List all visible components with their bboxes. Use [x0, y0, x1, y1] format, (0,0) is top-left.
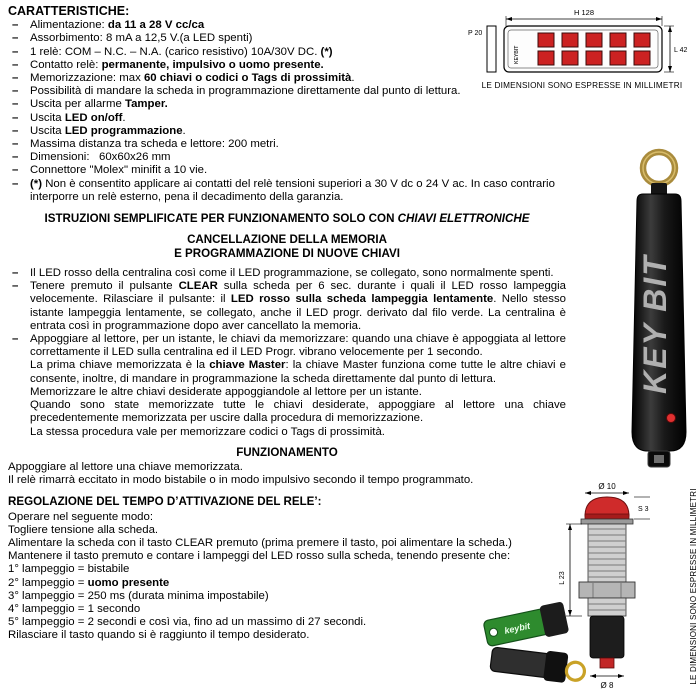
feature-text: Massima distanza tra scheda e lettore: 200 metri. — [30, 138, 279, 151]
page-title: CARATTERISTICHE: — [8, 4, 130, 18]
funzionamento-line: Appoggiare al lettore una chiave memorizzata. — [8, 460, 243, 473]
dimension-h-label: H 128 — [573, 8, 595, 17]
keybit-key-photo — [618, 146, 700, 485]
bullet-dash: – — [12, 111, 19, 124]
funzionamento-line: Il relè rimarrà eccitato in modo bistabile o in modo impulsivo secondo il tempo programmato. — [8, 474, 474, 487]
green-key-fob — [482, 601, 569, 649]
feature-text: Assorbimento: 8 mA a 12,5 V.(a LED spenti) — [30, 32, 253, 45]
regolazione-line: Mantenere il tasto premuto e contare i lampeggi del LED rosso sulla scheda, tenendo presente che: — [8, 550, 511, 563]
remote-brand-label: KEYBIT — [514, 45, 520, 64]
instruction-text: Appoggiare al lettore, per un istante, le chiavi da memorizzare: quando una chiave è appoggiata al lettore correttamente il LED sulla centralina ed il LED Progr. vibrano velocemente per 1 secondo. — [30, 333, 566, 359]
instructions-title: ISTRUZIONI SEMPLIFICATE PER FUNZIONAMENTO SOLO CON CHIAVI ELETTRONICHE — [44, 212, 530, 226]
feature-item — [8, 138, 566, 151]
remote-technical-drawing — [466, 6, 696, 82]
regolazione-line: Operare nel seguente modo: — [8, 510, 154, 523]
instruction-bullet — [8, 280, 566, 333]
keybit-key-svg — [618, 146, 700, 481]
memory-subheading-line2: E PROGRAMMAZIONE DI NUOVE CHIAVI — [174, 246, 400, 260]
bullet-dash: – — [12, 267, 19, 280]
feature-text: Uscita LED programmazione. — [30, 124, 186, 137]
instruction-bullet — [8, 267, 566, 280]
feature-text: 1 relè: COM – N.C. – N.A. (carico resistivo) 10A/30V DC. (*) — [30, 45, 333, 58]
feature-text: (*) Non è consentito applicare ai contatti del relè tensioni superiori a 30 V dc o 24 V ac. In caso contrario interporre un relè esterno, pena il decadimento della garanzia. — [30, 177, 555, 203]
key-fobs-svg — [473, 596, 591, 692]
memory-subheading-line1: CANCELLAZIONE DELLA MEMORIA — [187, 233, 387, 247]
feature-text: Connettore "Molex" minifit a 10 vie. — [30, 164, 208, 177]
instruction-paragraph: Quando sono state memorizzate tutte le chiavi desiderate, appoggiare al lettore una chiave precedentemente memorizzata per uscire dalla procedura di memorizzazione. — [30, 399, 566, 425]
instruction-paragraph: La stessa procedura vale per memorizzare codici o Tags di prossimità. — [30, 425, 385, 438]
regolazione-line: 2° lampeggio = uomo presente — [8, 576, 170, 589]
keyring-icon — [565, 661, 585, 681]
regolazione-line: Togliere tensione alla scheda. — [8, 523, 159, 536]
instruction-paragraph: La prima chiave memorizzata è la chiave Master: la chiave Master funziona come tutte le altre chiavi e consente, inoltre, di mandare in programmazione la scheda direttamente dal punto di lettura. — [30, 359, 567, 385]
instruction-text: Il LED rosso della centralina così come il LED programmazione, se collegato, sono normalmente spenti. — [30, 267, 554, 280]
feature-text: Uscita LED on/off. — [30, 111, 126, 124]
key-fobs-photo — [473, 596, 591, 694]
regolazione-line: Alimentare la scheda con il tasto CLEAR premuto (prima premere il tasto, poi alimentare la scheda.) — [8, 536, 512, 549]
feature-item — [8, 164, 566, 177]
keybit-brand-label: KEY BIT — [637, 254, 673, 394]
feature-text: Possibilità di mandare la scheda in programmazione direttamente dal punto di lettura. — [30, 85, 461, 98]
bullet-dash: – — [12, 85, 19, 98]
feature-item — [8, 151, 566, 164]
regolazione-line: Rilasciare il tasto quando si è raggiunto il tempo desiderato. — [8, 629, 310, 642]
memory-instructions — [8, 267, 566, 439]
feature-item — [8, 178, 566, 204]
feature-text: Alimentazione: da 11 a 28 V cc/ca — [30, 19, 205, 32]
dark-key-fob — [489, 644, 586, 685]
dimensions-note: LE DIMENSIONI SONO ESPRESSE IN MILLIMETRI — [481, 81, 683, 90]
bullet-dash: – — [12, 19, 19, 32]
bullet-dash: – — [12, 151, 19, 164]
bullet-dash: – — [12, 164, 19, 177]
feature-text: Uscita per allarme Tamper. — [30, 98, 168, 111]
dimension-s-label: S 3 — [638, 506, 649, 513]
dimensions-note-vertical: LE DIMENSIONI SONO ESPRESSE IN MILLIMETRI — [689, 488, 698, 685]
regolazione-line: 5° lampeggio = 2 secondi e così via, fino ad un massimo di 27 secondi. — [8, 616, 367, 629]
instruction-bullet — [8, 333, 566, 359]
regolazione-line: 3° lampeggio = 250 ms (durata minima impostabile) — [8, 589, 269, 602]
bullet-dash: – — [12, 45, 19, 58]
feature-text: Dimensioni: 60x60x26 mm — [30, 151, 171, 164]
regolazione-line: 1° lampeggio = bistabile — [8, 563, 130, 576]
remote-drawing-svg — [466, 6, 696, 78]
instruction-text: Tenere premuto il pulsante CLEAR sulla scheda per 6 sec. durante i quali il LED rosso lampeggia velocemente. Rilasciare il pulsante: il LED rosso sulla scheda lampeggia lentamente. Nello stesso istante lampeggia lentamente, se collegato, anche il LED progr. derivato dal filo verde. La centralina è entrata così in programmazione dopo aver cancellato la memoria. — [30, 280, 566, 332]
feature-item — [8, 125, 566, 138]
red-led-icon — [667, 414, 676, 423]
bullet-dash: – — [12, 32, 19, 45]
bullet-dash: – — [12, 138, 19, 151]
bullet-dash: – — [12, 280, 19, 293]
dimension-p-label: P 20 — [468, 30, 483, 37]
feature-text: Memorizzazione: max 60 chiavi o codici o Tags di prossimità. — [30, 72, 355, 85]
feature-item — [8, 98, 566, 111]
text-column — [8, 5, 566, 643]
dimension-diameter-bottom-label: Ø 8 — [600, 681, 614, 690]
bullet-dash: – — [12, 98, 19, 111]
feature-text: Contatto relè: permanente, impulsivo o uomo presente. — [30, 58, 324, 71]
bullet-dash: – — [12, 333, 19, 346]
regolazione-title: REGOLAZIONE DEL TEMPO D’ATTIVAZIONE DEL RELE’: — [8, 495, 322, 509]
bullet-dash: – — [12, 58, 19, 71]
memory-subheading — [8, 233, 566, 260]
feature-item — [8, 112, 566, 125]
bullet-dash: – — [12, 177, 19, 190]
dimension-diameter-top-label: Ø 10 — [598, 482, 616, 491]
funzionamento-title: FUNZIONAMENTO — [236, 445, 338, 459]
dimension-l-label: L 42 — [674, 47, 688, 54]
bullet-dash: – — [12, 72, 19, 85]
instruction-paragraph: Memorizzare le altre chiavi desiderate appoggiandole al lettore per un istante. — [30, 385, 422, 398]
dimension-l23-label: L 23 — [559, 571, 566, 585]
bullet-dash: – — [12, 124, 19, 137]
regolazione-line: 4° lampeggio = 1 secondo — [8, 602, 141, 615]
fob-brand-label: keybit — [503, 620, 532, 636]
